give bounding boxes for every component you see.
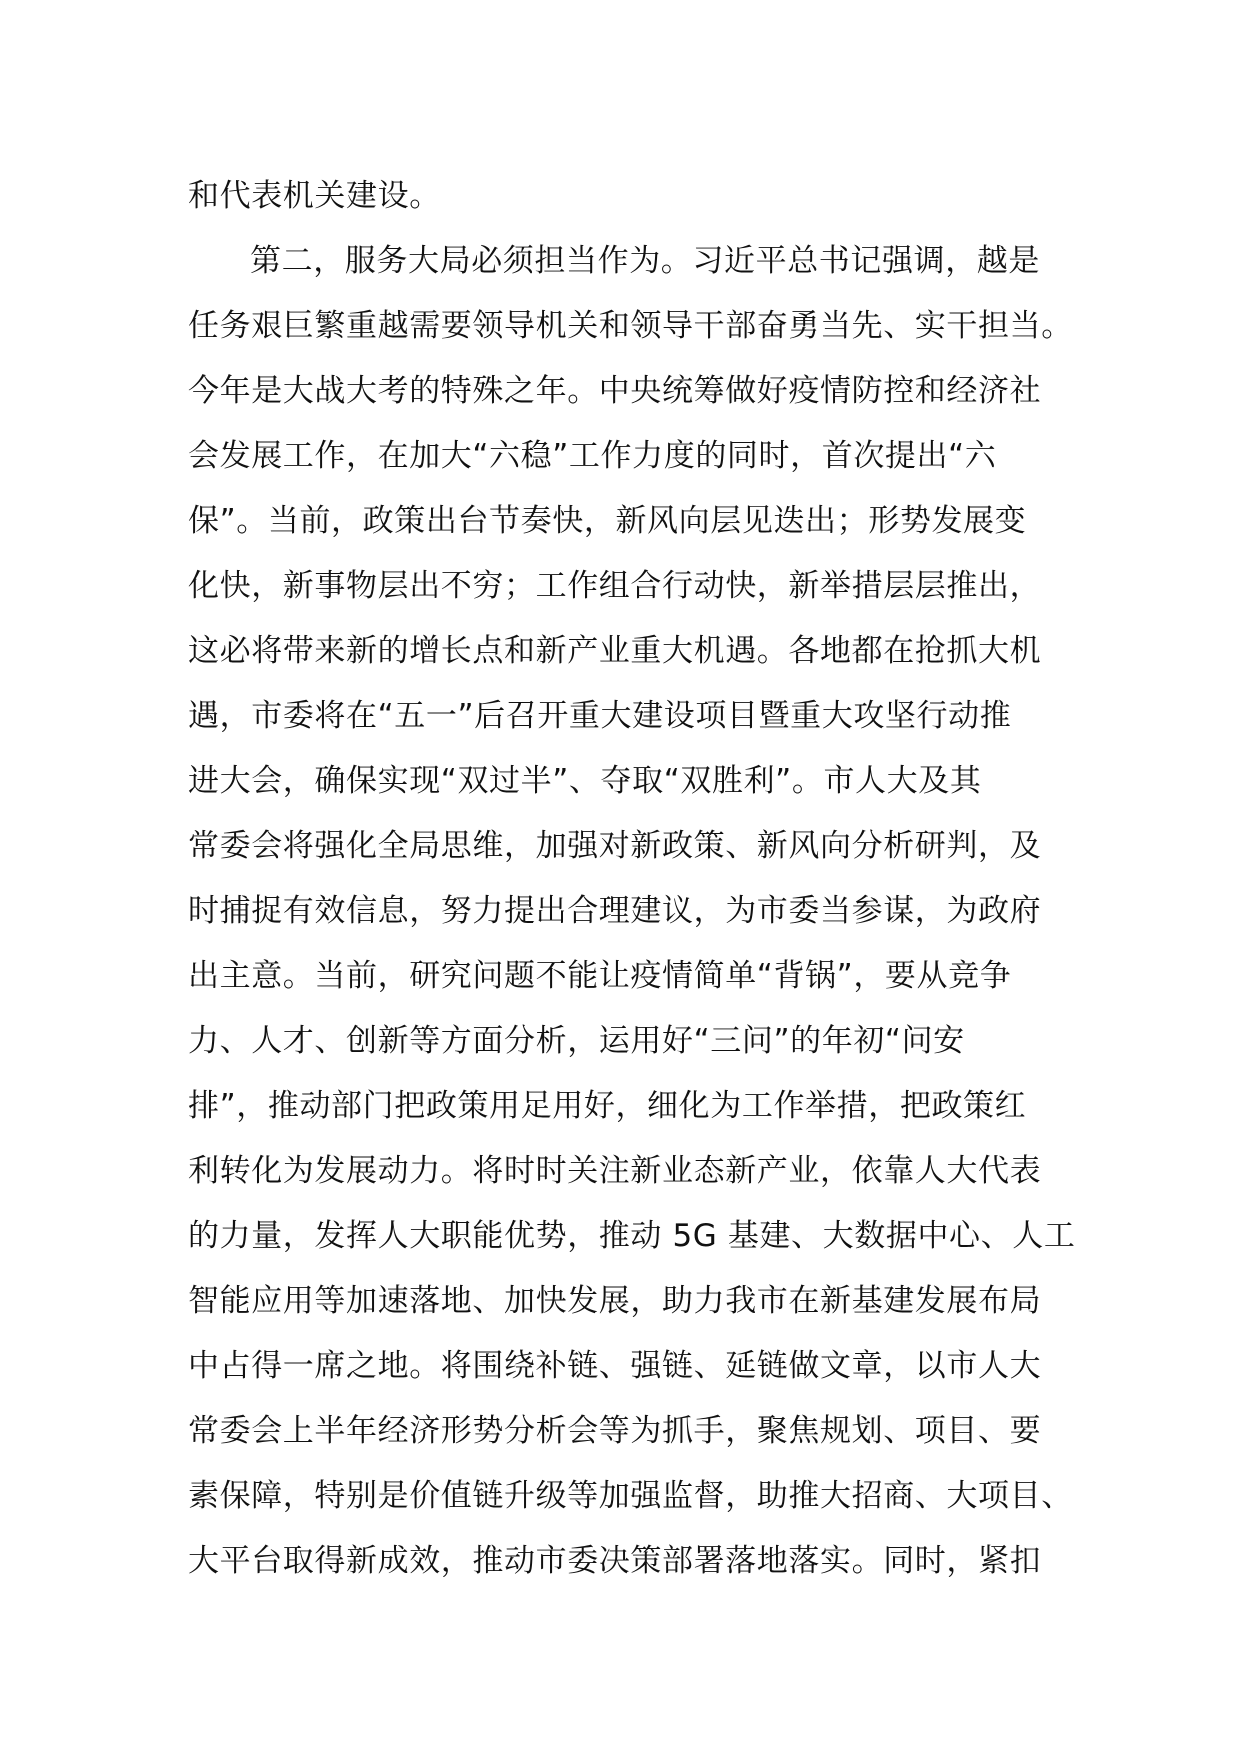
text-line-12: 时捕捉有效信息，努力提出合理建议，为市委当参谋，为政府 — [188, 893, 1042, 929]
text-line-11: 常委会将强化全局思维，加强对新政策、新风向分析研判，及 — [188, 828, 1042, 864]
text-line-1: 和代表机关建设。 — [188, 178, 441, 214]
text-line-16: 利转化为发展动力。将时时关注新业态新产业，依靠人大代表 — [188, 1153, 1042, 1189]
body-text — [188, 164, 1088, 1594]
text-line-5: 会发展工作，在加大“六稳”工作力度的同时，首次提出“六 — [188, 438, 997, 474]
text-line-19: 中占得一席之地。将围绕补链、强链、延链做文章，以市人大 — [188, 1348, 1042, 1384]
text-line-9: 遇，市委将在“五一”后召开重大建设项目暨重大攻坚行动推 — [188, 698, 1012, 734]
text-line-3: 任务艰巨繁重越需要领导机关和领导干部奋勇当先、实干担当。 — [188, 308, 1073, 344]
text-line-4: 今年是大战大考的特殊之年。中央统筹做好疫情防控和经济社 — [188, 373, 1042, 409]
text-line-13: 出主意。当前，研究问题不能让疫情简单“背锅”，要从竞争 — [188, 958, 1012, 994]
text-line-17: 的力量，发挥人大职能优势，推动 5G 基建、大数据中心、人工 — [188, 1218, 1076, 1254]
text-line-20: 常委会上半年经济形势分析会等为抓手，聚焦规划、项目、要 — [188, 1413, 1042, 1449]
text-line-14: 力、人才、创新等方面分析，运用好“三问”的年初“问安 — [188, 1023, 965, 1059]
text-line-18: 智能应用等加速落地、加快发展，助力我市在新基建发展布局 — [188, 1283, 1042, 1319]
text-line-22: 大平台取得新成效，推动市委决策部署落地落实。同时，紧扣 — [188, 1543, 1042, 1579]
text-line-6: 保”。当前，政策出台节奏快，新风向层见迭出；形势发展变 — [188, 503, 1027, 539]
text-line-10: 进大会，确保实现“双过半”、夺取“双胜利”。市人大及其 — [188, 763, 982, 799]
text-line-2: 第二，服务大局必须担当作为。习近平总书记强调，越是 — [250, 243, 1040, 279]
text-line-21: 素保障，特别是价值链升级等加强监督，助推大招商、大项目、 — [188, 1478, 1073, 1514]
text-line-8: 这必将带来新的增长点和新产业重大机遇。各地都在抢抓大机 — [188, 633, 1042, 669]
text-line-15: 排”，推动部门把政策用足用好，细化为工作举措，把政策红 — [188, 1088, 1027, 1124]
text-line-7: 化快，新事物层出不穷；工作组合行动快，新举措层层推出， — [188, 568, 1042, 604]
